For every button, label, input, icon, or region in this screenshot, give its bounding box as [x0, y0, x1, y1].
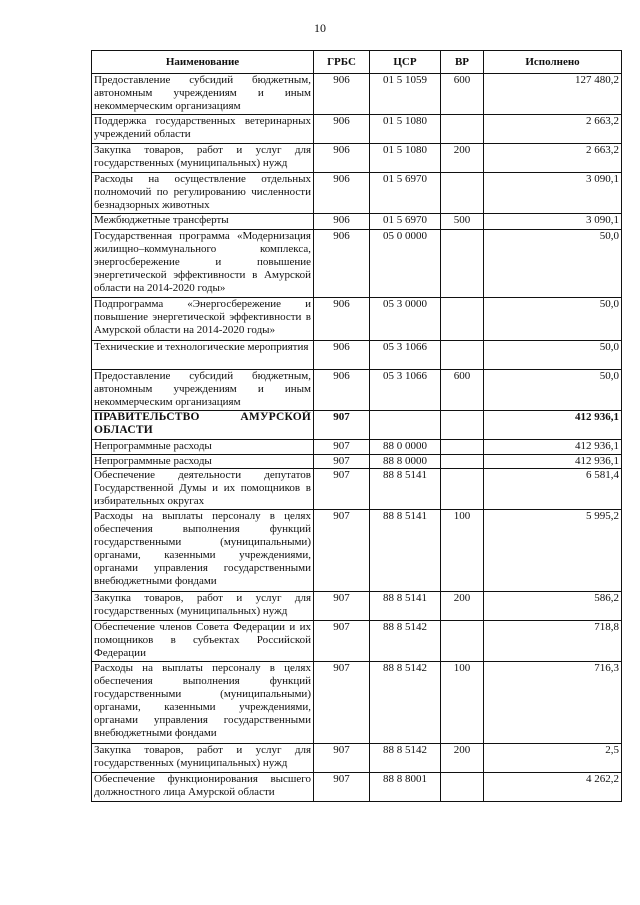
row-done-cell: 2 663,2 [484, 115, 622, 144]
row-csr-cell: 88 8 0000 [370, 455, 441, 469]
row-csr-cell: 88 8 5141 [370, 510, 441, 592]
row-name-cell: Закупка товаров, работ и услуг для государственных (муниципальных) нужд [92, 144, 314, 173]
row-csr-cell: 05 3 0000 [370, 298, 441, 341]
row-csr-cell: 88 8 5141 [370, 469, 441, 510]
row-grbs-cell: 907 [314, 469, 370, 510]
row-grbs-cell: 907 [314, 773, 370, 802]
table-row [92, 744, 622, 773]
row-csr-cell: 01 5 1080 [370, 144, 441, 173]
row-done-cell: 412 936,1 [484, 440, 622, 455]
row-vr-cell [441, 115, 484, 144]
row-vr-cell: 200 [441, 592, 484, 621]
header-grbs: ГРБС [314, 51, 370, 74]
row-csr-cell: 88 8 5141 [370, 592, 441, 621]
page-number: 10 [314, 21, 326, 35]
table-row [92, 144, 622, 173]
row-name-cell: ПРАВИТЕЛЬСТВО АМУРСКОЙ ОБЛАСТИ [92, 411, 314, 440]
row-grbs-cell: 906 [314, 214, 370, 230]
row-name-cell: Расходы на осуществление отдельных полномочий по регулированию численности безнадзорных животных [92, 173, 314, 214]
table-body [92, 74, 622, 802]
row-grbs-cell: 906 [314, 341, 370, 370]
row-name-cell: Закупка товаров, работ и услуг для государственных (муниципальных) нужд [92, 592, 314, 621]
budget-table [91, 50, 622, 802]
row-grbs-cell: 907 [314, 411, 370, 440]
row-done-cell: 50,0 [484, 230, 622, 298]
row-grbs-cell: 907 [314, 510, 370, 592]
row-done-cell: 3 090,1 [484, 173, 622, 214]
table-row [92, 621, 622, 662]
row-name-cell: Непрограммные расходы [92, 440, 314, 455]
row-csr-cell: 88 8 5142 [370, 744, 441, 773]
row-csr-cell: 01 5 1059 [370, 74, 441, 115]
table-row [92, 341, 622, 370]
table-row [92, 592, 622, 621]
row-vr-cell: 200 [441, 744, 484, 773]
row-csr-cell: 01 5 6970 [370, 214, 441, 230]
row-vr-cell [441, 341, 484, 370]
table-row [92, 440, 622, 455]
row-done-cell: 4 262,2 [484, 773, 622, 802]
row-done-cell: 127 480,2 [484, 74, 622, 115]
row-done-cell: 50,0 [484, 298, 622, 341]
row-name-cell: Государственная программа «Модернизация жилищно–коммунального комплекса, энергосбережение и повышение энергетической эффективности в Амурской области на 2014-2020 годы» [92, 230, 314, 298]
table-row [92, 455, 622, 469]
row-done-cell: 412 936,1 [484, 411, 622, 440]
row-name-cell: Расходы на выплаты персоналу в целях обеспечения выполнения функций государственными (муниципальными) органами, казенными учреждениями, органами управления государственными внебюджетными фондами [92, 510, 314, 592]
row-vr-cell [441, 298, 484, 341]
row-csr-cell: 05 3 1066 [370, 341, 441, 370]
table-row [92, 773, 622, 802]
table-row [92, 298, 622, 341]
row-vr-cell: 600 [441, 74, 484, 115]
header-done: Исполнено [484, 51, 622, 74]
row-name-cell: Предоставление субсидий бюджетным, автономным учреждениям и иным некоммерческим организациям [92, 370, 314, 411]
table-row [92, 370, 622, 411]
row-name-cell: Подпрограмма «Энергосбережение и повышение энергетической эффективности в Амурской области на 2014-2020 годы» [92, 298, 314, 341]
row-csr-cell: 05 3 1066 [370, 370, 441, 411]
row-csr-cell: 88 8 5142 [370, 662, 441, 744]
row-vr-cell [441, 455, 484, 469]
row-done-cell: 50,0 [484, 370, 622, 411]
row-grbs-cell: 907 [314, 744, 370, 773]
row-vr-cell [441, 173, 484, 214]
row-done-cell: 716,3 [484, 662, 622, 744]
row-done-cell: 3 090,1 [484, 214, 622, 230]
table-row [92, 411, 622, 440]
table-row [92, 74, 622, 115]
header-vr: ВР [441, 51, 484, 74]
row-done-cell: 2,5 [484, 744, 622, 773]
table-row [92, 173, 622, 214]
header-name: Наименование [92, 51, 314, 74]
row-vr-cell [441, 469, 484, 510]
row-vr-cell: 600 [441, 370, 484, 411]
row-grbs-cell: 906 [314, 370, 370, 411]
table-row [92, 469, 622, 510]
row-name-cell: Предоставление субсидий бюджетным, автономным учреждениям и иным некоммерческим организациям [92, 74, 314, 115]
row-grbs-cell: 907 [314, 662, 370, 744]
row-name-cell: Межбюджетные трансферты [92, 214, 314, 230]
row-done-cell: 5 995,2 [484, 510, 622, 592]
row-grbs-cell: 907 [314, 592, 370, 621]
header-csr: ЦСР [370, 51, 441, 74]
row-grbs-cell: 906 [314, 115, 370, 144]
row-name-cell: Расходы на выплаты персоналу в целях обеспечения выполнения функций государственными (муниципальными) органами, казенными учреждениями, органами управления государственными внебюджетными фондами [92, 662, 314, 744]
table-row [92, 214, 622, 230]
row-vr-cell [441, 773, 484, 802]
row-name-cell: Закупка товаров, работ и услуг для государственных (муниципальных) нужд [92, 744, 314, 773]
row-name-cell: Обеспечение членов Совета Федерации и их помощников в субъектах Российской Федерации [92, 621, 314, 662]
row-grbs-cell: 906 [314, 74, 370, 115]
row-csr-cell: 88 8 8001 [370, 773, 441, 802]
row-vr-cell: 200 [441, 144, 484, 173]
row-done-cell: 718,8 [484, 621, 622, 662]
row-name-cell: Обеспечение деятельности депутатов Государственной Думы и их помощников в избирательных округах [92, 469, 314, 510]
table-row [92, 510, 622, 592]
row-grbs-cell: 906 [314, 298, 370, 341]
row-vr-cell: 500 [441, 214, 484, 230]
row-name-cell: Поддержка государственных ветеринарных учреждений области [92, 115, 314, 144]
row-csr-cell: 01 5 6970 [370, 173, 441, 214]
row-done-cell: 412 936,1 [484, 455, 622, 469]
row-vr-cell [441, 411, 484, 440]
row-csr-cell: 88 8 5142 [370, 621, 441, 662]
row-csr-cell [370, 411, 441, 440]
row-name-cell: Обеспечение функционирования высшего должностного лица Амурской области [92, 773, 314, 802]
row-vr-cell: 100 [441, 510, 484, 592]
table-row [92, 230, 622, 298]
row-grbs-cell: 907 [314, 440, 370, 455]
row-name-cell: Непрограммные расходы [92, 455, 314, 469]
row-done-cell: 2 663,2 [484, 144, 622, 173]
table-row [92, 115, 622, 144]
row-grbs-cell: 906 [314, 230, 370, 298]
row-csr-cell: 01 5 1080 [370, 115, 441, 144]
row-grbs-cell: 906 [314, 144, 370, 173]
row-done-cell: 50,0 [484, 341, 622, 370]
row-grbs-cell: 906 [314, 173, 370, 214]
table-row [92, 662, 622, 744]
row-done-cell: 586,2 [484, 592, 622, 621]
row-vr-cell: 100 [441, 662, 484, 744]
row-vr-cell [441, 621, 484, 662]
row-csr-cell: 88 0 0000 [370, 440, 441, 455]
row-done-cell: 6 581,4 [484, 469, 622, 510]
row-csr-cell: 05 0 0000 [370, 230, 441, 298]
row-vr-cell [441, 230, 484, 298]
row-name-cell: Технические и технологические мероприятия [92, 341, 314, 370]
table-header-row [92, 51, 622, 74]
row-grbs-cell: 907 [314, 455, 370, 469]
row-grbs-cell: 907 [314, 621, 370, 662]
row-vr-cell [441, 440, 484, 455]
